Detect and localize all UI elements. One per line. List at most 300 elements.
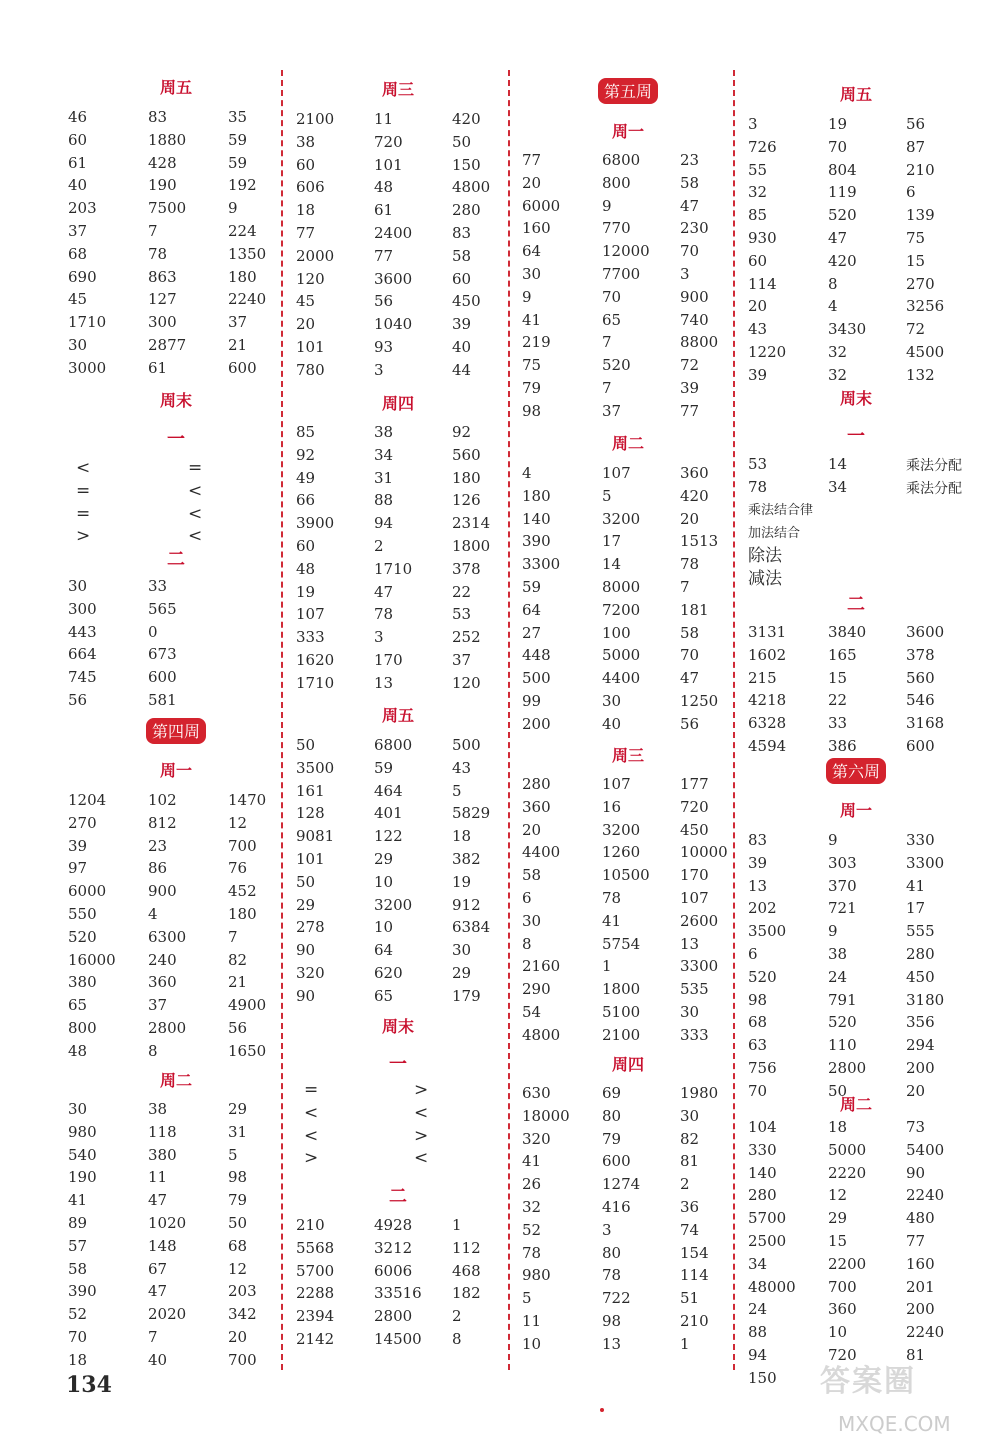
- answer-cell: 230: [680, 219, 709, 238]
- day-heading: 周一: [159, 761, 192, 780]
- answer-cell: 2288: [296, 1284, 335, 1303]
- answer-cell: 150: [748, 1368, 777, 1387]
- section-heading: 一: [167, 429, 185, 450]
- answer-cell: 47: [680, 196, 700, 215]
- answer-cell: 98: [228, 1168, 248, 1187]
- answer-cell: 8000: [602, 578, 641, 596]
- answer-cell: 3: [602, 1220, 612, 1239]
- answer-cell: 30: [680, 1003, 700, 1021]
- answer-cell: 565: [148, 599, 177, 618]
- answer-cell: 700: [228, 836, 257, 855]
- answer-cell: 540: [68, 1145, 97, 1164]
- answer-cell: 16000: [68, 950, 116, 969]
- answer-cell: 382: [452, 850, 481, 868]
- answer-cell: 83: [748, 831, 768, 849]
- answer-cell: 2100: [602, 1025, 641, 1044]
- answer-cell: 39: [452, 315, 472, 334]
- day-heading: 周四: [381, 394, 414, 413]
- answer-cell: 630: [522, 1084, 551, 1102]
- answer-cell: 390: [522, 532, 551, 551]
- answer-cell: >: [414, 1080, 429, 1100]
- answer-cell: 5400: [906, 1140, 945, 1159]
- answer-cell: 39: [748, 853, 768, 872]
- answer-cell: 3300: [906, 853, 945, 872]
- answer-cell: 27: [522, 623, 542, 642]
- answer-cell: 200: [906, 1300, 935, 1319]
- answer-cell: 20: [296, 315, 316, 334]
- answer-cell: 82: [680, 1129, 700, 1148]
- answer-cell: 49: [296, 468, 316, 487]
- answer-cell: 10000: [680, 843, 728, 862]
- answer-cell: 252: [452, 628, 481, 647]
- answer-cell: 3300: [680, 957, 719, 976]
- answer-cell: 7500: [148, 199, 187, 218]
- answer-cell: 550: [68, 905, 97, 923]
- answer-cell: 32: [522, 1198, 542, 1216]
- answer-cell: 6800: [374, 736, 413, 754]
- day-heading: 周一: [839, 801, 872, 820]
- day-heading: 周二: [159, 1071, 192, 1090]
- answer-cell: 270: [906, 274, 935, 293]
- answer-cell: 107: [602, 464, 631, 482]
- answer-cell: 5568: [296, 1238, 335, 1257]
- answer-cell: 4: [522, 464, 532, 482]
- answer-cell: 20: [748, 297, 768, 316]
- answer-cell: 290: [522, 980, 551, 999]
- answer-cell: 726: [748, 137, 777, 156]
- answer-cell: 61: [68, 153, 88, 172]
- answer-cell: 320: [296, 964, 325, 982]
- answer-cell: 53: [452, 605, 472, 624]
- answer-cell: 210: [296, 1216, 325, 1234]
- answer-cell: 8800: [680, 333, 719, 352]
- answer-cell: 9: [522, 287, 532, 306]
- answer-cell: 1650: [228, 1041, 267, 1060]
- answer-cell: 6300: [148, 927, 187, 946]
- answer-cell: 40: [452, 338, 472, 356]
- answer-cell: 80: [602, 1106, 622, 1125]
- answer-cell: 53: [748, 455, 768, 473]
- answer-cell: 70: [602, 287, 622, 306]
- answer-cell: 64: [522, 242, 542, 261]
- answer-cell: 560: [906, 668, 935, 687]
- answer-cell: 140: [748, 1163, 777, 1182]
- answer-cell: 2800: [828, 1059, 867, 1077]
- answer-cell: 280: [748, 1186, 777, 1205]
- answer-cell: 2142: [296, 1330, 335, 1348]
- answer-cell: <: [188, 526, 203, 547]
- answer-cell: 2240: [228, 290, 267, 309]
- watermark-domain: MXQE.COM: [838, 1412, 951, 1436]
- answer-cell: 2: [680, 1175, 690, 1194]
- answer-cell: 140: [522, 509, 551, 528]
- answer-cell: 38: [828, 945, 848, 963]
- answer-cell: 1980: [680, 1084, 719, 1102]
- answer-cell: 12000: [602, 242, 650, 261]
- answer-cell: 13: [748, 876, 768, 895]
- answer-cell: 1470: [228, 791, 267, 809]
- answer-cell: 2394: [296, 1307, 335, 1326]
- answer-cell: 23: [680, 151, 700, 169]
- answer-cell: 20: [522, 173, 542, 192]
- answer-cell: 37: [602, 401, 622, 420]
- answer-cell: 1800: [602, 980, 641, 999]
- answer-cell: 5000: [602, 646, 641, 665]
- answer-cell: 3212: [374, 1238, 413, 1257]
- answer-cell: 812: [148, 813, 177, 832]
- answer-cell: 50: [828, 1081, 848, 1100]
- answer-cell: 4800: [452, 178, 491, 197]
- answer-cell: 94: [748, 1346, 768, 1364]
- answer-cell: 30: [522, 911, 542, 930]
- answer-cell: 15: [828, 668, 848, 687]
- answer-cell: 132: [906, 365, 935, 384]
- answer-cell: 464: [374, 781, 403, 800]
- answer-cell: 280: [452, 201, 481, 220]
- answer-cell: 77: [374, 246, 394, 265]
- answer-cell: 8: [148, 1041, 158, 1060]
- answer-cell: 581: [148, 691, 177, 709]
- answer-cell: 5: [228, 1145, 238, 1164]
- answer-cell: 721: [828, 899, 857, 918]
- answer-cell: 386: [828, 737, 857, 755]
- answer-cell: 45: [296, 292, 316, 311]
- answer-cell: 6000: [68, 882, 107, 901]
- answer-cell: 32: [828, 343, 848, 361]
- answer-cell: 114: [748, 274, 777, 293]
- answer-cell: 10: [828, 1323, 848, 1342]
- answer-cell: 378: [452, 559, 481, 578]
- column-separator: [733, 70, 735, 1370]
- answer-cell: 15: [828, 1232, 848, 1250]
- answer-cell: 294: [906, 1036, 935, 1055]
- answer-cell: 33: [148, 577, 168, 595]
- answer-cell: 203: [68, 199, 97, 218]
- answer-cell: 34: [828, 477, 848, 496]
- answer-cell: <: [414, 1102, 429, 1123]
- answer-cell: 13: [680, 934, 700, 953]
- answer-cell: 1: [602, 957, 612, 976]
- answer-cell: 1: [680, 1334, 690, 1353]
- answer-cell: 64: [522, 600, 542, 619]
- answer-cell: =: [76, 480, 91, 501]
- answer-cell: 2220: [828, 1163, 867, 1182]
- answer-cell: 76: [228, 859, 248, 878]
- answer-cell: 78: [680, 555, 700, 574]
- answer-cell: 160: [522, 219, 551, 238]
- answer-cell: 1710: [68, 313, 107, 332]
- answer-cell: 31: [228, 1122, 248, 1141]
- answer-cell: 1: [452, 1216, 462, 1234]
- answer-cell: 78: [148, 244, 168, 263]
- answer-cell: 10: [374, 872, 394, 891]
- answer-cell: 560: [452, 445, 481, 464]
- answer-cell: 2100: [296, 110, 335, 128]
- answer-cell: 177: [680, 775, 709, 793]
- answer-cell: 720: [828, 1346, 857, 1364]
- answer-cell: 3: [680, 265, 690, 283]
- answer-cell: 5100: [602, 1003, 641, 1021]
- answer-cell: 179: [452, 986, 481, 1005]
- column-separator: [281, 70, 283, 1370]
- answer-cell: 70: [828, 137, 848, 156]
- answer-cell: =: [76, 503, 91, 524]
- answer-cell: 30: [68, 336, 88, 354]
- answer-cell: 770: [602, 219, 631, 238]
- answer-cell: 60: [748, 251, 768, 270]
- answer-cell: 620: [374, 964, 403, 982]
- answer-cell: 98: [748, 990, 768, 1009]
- answer-cell: 69: [602, 1084, 622, 1102]
- answer-cell: 420: [452, 110, 481, 128]
- answer-cell: 107: [296, 605, 325, 624]
- answer-cell: 448: [522, 646, 551, 665]
- answer-cell: 6000: [522, 196, 561, 215]
- answer-cell: 79: [602, 1129, 622, 1148]
- answer-cell: 39: [680, 379, 700, 397]
- answer-cell: 118: [148, 1122, 177, 1141]
- answer-cell: 1020: [148, 1214, 187, 1232]
- answer-cell: 34: [374, 445, 394, 464]
- answer-cell: 333: [296, 628, 325, 647]
- answer-cell: 20: [680, 509, 700, 528]
- answer-cell: 19: [452, 872, 472, 891]
- answer-cell: 7200: [602, 600, 641, 619]
- answer-cell: 47: [148, 1191, 168, 1210]
- answer-cell: 56: [680, 714, 700, 733]
- answer-cell: 700: [828, 1277, 857, 1296]
- answer-cell: 4: [148, 905, 158, 923]
- section-heading: 二: [167, 549, 185, 570]
- answer-cell: 41: [68, 1191, 88, 1210]
- answer-cell: 122: [374, 827, 403, 846]
- answer-cell: 58: [522, 866, 542, 885]
- answer-cell: 700: [228, 1350, 257, 1369]
- answer-cell: 41: [522, 1152, 542, 1171]
- answer-cell: 92: [452, 423, 472, 441]
- answer-cell: 78: [602, 889, 622, 907]
- answer-cell: 60: [452, 269, 472, 288]
- answer-cell: 30: [680, 1106, 700, 1125]
- answer-cell: 89: [68, 1214, 88, 1232]
- answer-cell: 210: [680, 1312, 709, 1330]
- answer-cell: 2200: [828, 1254, 867, 1273]
- answer-cell: 1620: [296, 651, 335, 669]
- answer-cell: 330: [906, 831, 935, 849]
- answer-cell: 20: [228, 1328, 248, 1346]
- answer-cell: 47: [828, 229, 848, 247]
- answer-cell: 7: [602, 379, 612, 397]
- day-heading: 周五: [159, 78, 192, 97]
- answer-cell: 3: [374, 360, 384, 379]
- answer-cell: 215: [748, 668, 777, 687]
- answer-cell: 119: [828, 183, 857, 202]
- answer-cell: 30: [522, 265, 542, 283]
- answer-cell: 690: [68, 267, 97, 286]
- answer-cell: 180: [228, 905, 257, 923]
- answer-cell: 88: [748, 1323, 768, 1342]
- answer-cell: 9: [828, 831, 838, 849]
- answer-cell: 722: [602, 1289, 631, 1308]
- answer-cell: 127: [148, 290, 177, 309]
- answer-cell: 912: [452, 895, 481, 914]
- answer-cell: 452: [228, 882, 257, 901]
- answer-cell: 8: [522, 934, 532, 953]
- answer-cell: 58: [452, 246, 472, 265]
- answer-cell: 80: [602, 1243, 622, 1262]
- week-badge: 第六周: [826, 758, 886, 784]
- answer-cell: 70: [748, 1081, 768, 1100]
- answer-cell: 12: [228, 813, 248, 832]
- answer-cell: 1602: [748, 645, 787, 664]
- answer-cell: 41: [906, 876, 926, 895]
- answer-cell: 12: [228, 1259, 248, 1278]
- answer-cell: 48: [68, 1041, 88, 1060]
- answer-cell: 20: [906, 1081, 926, 1100]
- answer-cell: 68: [748, 1013, 768, 1032]
- answer-cell: 219: [522, 333, 551, 352]
- answer-cell: 270: [68, 813, 97, 832]
- answer-cell: 45: [68, 290, 88, 309]
- answer-cell: 44: [452, 360, 472, 379]
- answer-cell: 102: [148, 791, 177, 809]
- answer-cell: 139: [906, 206, 935, 225]
- answer-cell: 300: [68, 599, 97, 618]
- answer-cell: 101: [296, 850, 325, 868]
- answer-cell: >: [76, 526, 91, 547]
- answer-cell: 1204: [68, 791, 107, 809]
- answer-cell: 98: [602, 1312, 622, 1330]
- answer-cell: 79: [522, 379, 542, 397]
- answer-cell: 87: [906, 137, 926, 156]
- answer-cell: 43: [748, 320, 768, 339]
- answer-cell: 24: [828, 967, 848, 986]
- answer-cell: 1040: [374, 315, 413, 334]
- section-heading: 一: [389, 1054, 407, 1075]
- answer-cell: 420: [680, 486, 709, 505]
- answer-cell: 4218: [748, 691, 787, 710]
- answer-cell: 5754: [602, 934, 641, 953]
- answer-cell: 303: [828, 853, 857, 872]
- answer-cell: 79: [228, 1191, 248, 1210]
- answer-cell: 120: [296, 269, 325, 288]
- answer-cell: 16: [602, 797, 622, 816]
- answer-cell: 5700: [296, 1261, 335, 1280]
- answer-cell: 26: [522, 1175, 542, 1194]
- answer-cell: 2600: [680, 911, 719, 930]
- answer-cell: 7: [148, 222, 158, 240]
- answer-cell: 19: [296, 582, 316, 601]
- answer-cell: 101: [296, 338, 325, 356]
- answer-cell: 5: [602, 486, 612, 505]
- day-heading: 周二: [611, 434, 644, 453]
- answer-cell: 10: [374, 918, 394, 937]
- answer-cell: 6: [906, 183, 916, 202]
- answer-cell: 1250: [680, 692, 719, 710]
- day-heading: 周三: [611, 746, 644, 765]
- answer-cell: 9081: [296, 827, 335, 846]
- answer-cell: 3000: [68, 358, 107, 377]
- answer-cell: =: [304, 1080, 319, 1100]
- answer-cell: 77: [296, 224, 316, 242]
- answer-cell: 6328: [748, 714, 787, 733]
- answer-cell: 2877: [148, 336, 187, 354]
- answer-cell: 720: [374, 132, 403, 151]
- answer-cell: 2314: [452, 514, 491, 533]
- answer-cell: 9: [602, 196, 612, 215]
- answer-cell: 94: [374, 514, 394, 533]
- watermark-logo: 答案圈: [820, 1364, 916, 1399]
- answer-cell: 29: [828, 1209, 848, 1228]
- answer-cell: 7: [680, 578, 690, 596]
- answer-cell: 66: [296, 491, 316, 510]
- answer-cell: 2500: [748, 1232, 787, 1250]
- answer-cell: 93: [374, 338, 394, 356]
- answer-cell: 30: [68, 577, 88, 595]
- answer-cell: 114: [680, 1266, 709, 1285]
- answer-cell: 70: [680, 242, 700, 261]
- red-dot: [600, 1408, 604, 1412]
- answer-cell: 980: [522, 1266, 551, 1285]
- answer-cell: 3200: [374, 895, 413, 914]
- answer-cell: 52: [68, 1305, 88, 1324]
- answer-cell: 35: [228, 108, 248, 126]
- answer-cell: 5829: [452, 804, 491, 823]
- answer-cell: 37: [452, 651, 472, 669]
- answer-cell: 980: [68, 1122, 97, 1141]
- answer-cell: 606: [296, 178, 325, 197]
- answer-cell: 10: [522, 1334, 542, 1353]
- answer-cell: 56: [906, 115, 926, 133]
- answer-cell: 5: [522, 1289, 532, 1308]
- answer-cell: 390: [68, 1282, 97, 1301]
- answer-cell: 320: [522, 1129, 551, 1148]
- answer-cell: 8: [452, 1330, 462, 1348]
- answer-cell: 29: [228, 1100, 248, 1118]
- answer-cell: 14500: [374, 1330, 422, 1348]
- answer-cell: 380: [68, 973, 97, 992]
- answer-cell: 90: [906, 1163, 926, 1182]
- answer-cell: 330: [748, 1140, 777, 1159]
- answer-cell: 8: [828, 274, 838, 293]
- answer-cell: 3168: [906, 714, 945, 733]
- answer-cell: 930: [748, 229, 777, 247]
- answer-cell: 86: [148, 859, 168, 878]
- answer-cell: 36: [680, 1198, 700, 1216]
- answer-cell: 73: [906, 1118, 926, 1136]
- answer-cell: 85: [748, 206, 768, 225]
- answer-cell: 5700: [748, 1209, 787, 1228]
- answer-cell: 300: [148, 313, 177, 332]
- answer-cell: 37: [228, 313, 248, 332]
- answer-cell: 101: [374, 155, 403, 174]
- answer-cell: 60: [296, 155, 316, 174]
- answer-cell: 20: [522, 820, 542, 839]
- answer-cell: 13: [602, 1334, 622, 1353]
- answer-cell: 60: [68, 130, 88, 149]
- day-heading: 周末: [381, 1017, 414, 1036]
- answer-cell: 75: [522, 356, 542, 375]
- answer-cell: 65: [68, 996, 88, 1015]
- answer-cell: 乘法分配: [906, 480, 962, 497]
- answer-cell: 47: [374, 582, 394, 601]
- answer-cell: 1800: [452, 537, 491, 555]
- answer-cell: 41: [602, 911, 622, 930]
- answer-cell: 3840: [828, 623, 867, 641]
- answer-cell: 555: [906, 922, 935, 941]
- section-heading: 二: [847, 594, 865, 615]
- answer-cell: 2800: [148, 1019, 187, 1037]
